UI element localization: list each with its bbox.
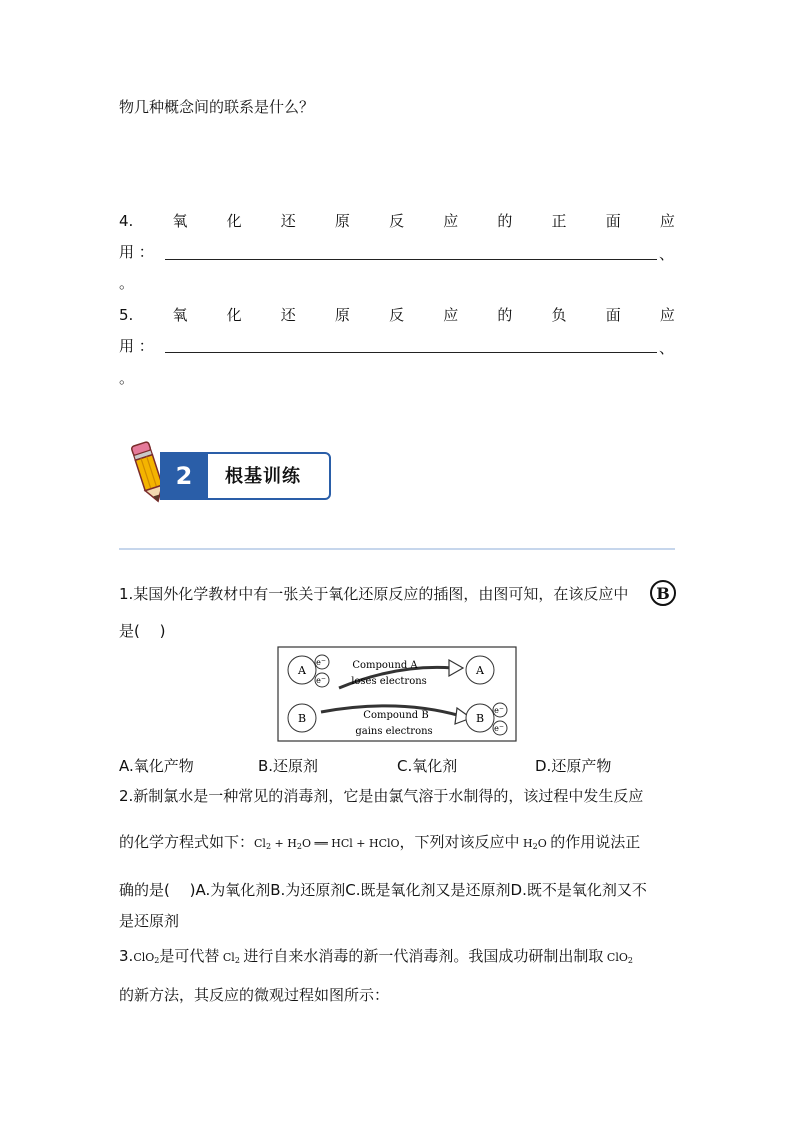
svg-text:gains electrons: gains electrons: [355, 726, 433, 737]
svg-text:e−: e−: [316, 657, 326, 667]
svg-text:e−: e−: [316, 675, 326, 685]
q4-answer-blank[interactable]: [165, 259, 657, 260]
p2-line2: 的化学方程式如下：$Cl_2 + H_2O$ ══ HCl + HClO，下列对该反应中 $H_2O$ 的作用说法正: [119, 833, 641, 851]
section-title: 根基训练: [225, 466, 301, 487]
question-text-line: 物几种概念间的联系是什么？: [119, 98, 315, 116]
p1-text2: 是( ): [119, 622, 166, 640]
q4-period: 。: [119, 274, 135, 292]
p2-line4: 是还原剂: [119, 912, 180, 930]
q4-line1: 4. 氧 化 还 原 反 应 的 正 面 应: [119, 212, 675, 230]
cl2-formula: $Cl_2$: [222, 951, 240, 965]
clo2-formula: ClO$_2$: [133, 951, 160, 965]
redox-figure: [277, 646, 517, 742]
svg-text:e−: e−: [494, 723, 504, 733]
atom-a-right-label: A: [476, 664, 484, 677]
q5-period: 。: [119, 369, 135, 387]
option-c[interactable]: C.氧化剂: [397, 757, 458, 775]
answer-circle-b: B: [650, 580, 676, 606]
p1-text: 1.某国外化学教材中有一张关于氧化还原反应的插图，由图可知，在该反应中: [119, 585, 629, 603]
atom-b-right-label: B: [475, 712, 485, 725]
q4-label: 用 ：: [119, 243, 154, 261]
svg-text:e−: e−: [494, 705, 504, 715]
clo2-formula-2: ClO$_2$: [606, 951, 633, 965]
atom-b-left-label: B: [297, 712, 307, 725]
p2-line1: 2.新制氯水是一种常见的消毒剂，它是由氯气溶于水制得的，该过程中发生反应: [119, 787, 644, 805]
h2o-formula: $H_2O$: [523, 837, 547, 851]
equation: $Cl_2 + H_2O$ ══ HCl + HClO: [254, 837, 400, 851]
section-number: 2: [160, 452, 208, 500]
svg-text:Compound A: Compound A: [352, 660, 418, 671]
p3-line2: 的新方法，其反应的微观过程如图所示：: [119, 986, 390, 1004]
divider: [119, 548, 675, 550]
option-d[interactable]: D.还原产物: [535, 757, 612, 775]
option-b[interactable]: B.还原剂: [258, 757, 319, 775]
q5-answer-blank[interactable]: [165, 352, 657, 353]
q5-end-mark: 、: [659, 339, 675, 357]
q5-line1: 5. 氧 化 还 原 反 应 的 负 面 应: [119, 306, 675, 324]
atom-a-left-label: A: [298, 664, 306, 677]
option-a[interactable]: A.氧化产物: [119, 757, 194, 775]
svg-text:loses electrons: loses electrons: [351, 676, 427, 687]
p2-line3: 确的是( )A.为氧化剂B.为还原剂C.既是氧化剂又是还原剂D.既不是氧化剂又不: [119, 881, 647, 899]
q4-end-mark: 、: [659, 245, 675, 263]
svg-text:Compound B: Compound B: [363, 710, 429, 721]
p3-line1: 3.ClO$_2$是可代替 $Cl_2$ 进行自来水消毒的新一代消毒剂。我国成功研制出制取 ClO$_2$: [119, 947, 633, 965]
q5-label: 用 ：: [119, 337, 154, 355]
